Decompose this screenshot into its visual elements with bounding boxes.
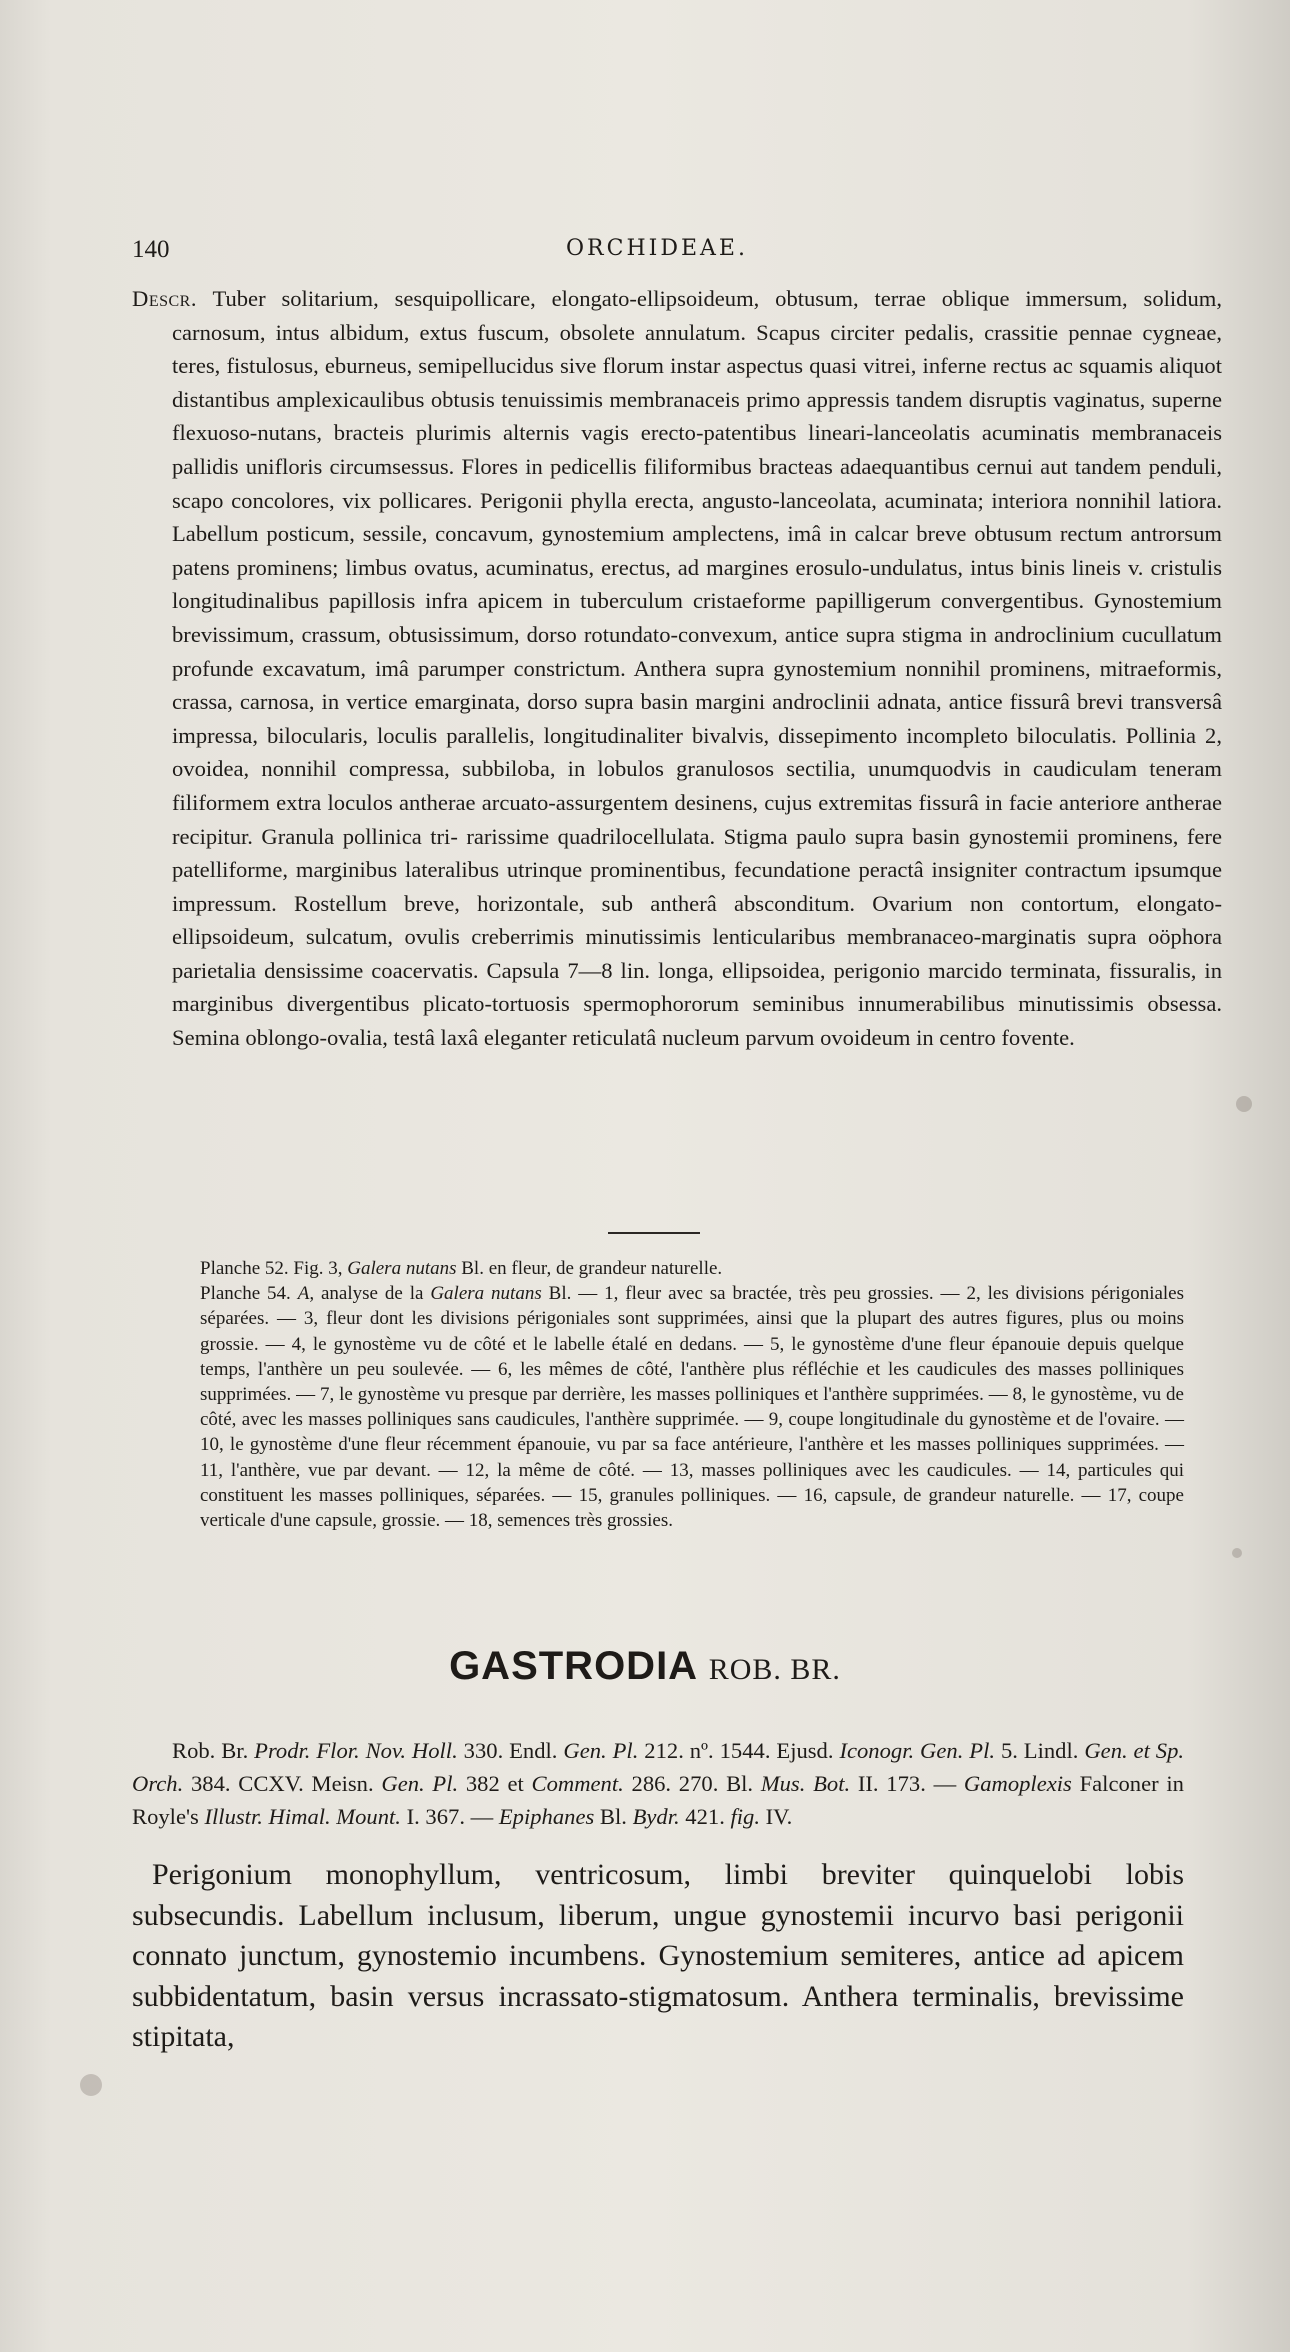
bib-title: Iconogr. Gen. Pl. [839, 1738, 995, 1763]
running-title: ORCHIDEAE. [566, 236, 748, 261]
plate-54-text: Bl. — 1, fleur avec sa bractée, très peu grossies. — 2, les divisions périgoniales séparées. — 3, fleur dont les divisions périgoniales sont supprimées, ainsi que la plupart des autres figures, plus ou moins grossie. — 4, le gynostème vu de côté et le labelle étalé en dedans. — 5, le gynostème d'une fleur épanouie depuis quelque temps, l'anthère un peu soulevée. — 6, les mêmes de côté, l'anthère plus réfléchie et les caudicules des masses polliniques supprimées. — 7, le gynostème vu presque par derrière, les masses polliniques et l'anthère supprimées. — 8, le gynostème, vu de côté, avec les masses polliniques sans caudicules, l'anthère supprimée. — 9, coupe longitudinale du gynostème et de l'ovaire. — 10, le gynostème d'une fleur récemment épanouie, vu par sa face antérieure, l'anthère et les masses polliniques supprimées. — 11, l'anthère, vue par devant. — 12, la même de côté. — 13, masses polliniques avec les caudicules. — 14, particules qui constituent les masses polliniques, séparées. — 15, granules polliniques. — 16, capsule, de grandeur naturelle. — 17, coupe verticale d'une capsule, grossie. — 18, semences très grossies. [200, 1283, 1185, 1532]
page-number: 140 [132, 236, 170, 263]
bib-text: 384. CCXV. Meisn. [190, 1771, 374, 1796]
genus-name: GASTRODIA [449, 1644, 697, 1688]
description-lead: Descr. [132, 286, 197, 311]
bib-text: Falconer in Royle's [132, 1771, 1184, 1829]
bib-text: IV. [765, 1804, 793, 1829]
genus-author: ROB. BR. [708, 1653, 841, 1686]
bib-text: 330. Endl. [463, 1738, 558, 1763]
bib-text: Bl. [599, 1804, 627, 1829]
bib-title: Bydr. [632, 1804, 680, 1829]
bib-title: Gamoplexis [963, 1771, 1072, 1796]
genus-heading [0, 1644, 1290, 1689]
plate-54-figure-letter: A, [297, 1283, 315, 1305]
bib-text: 212. nº. 1544. Ejusd. [644, 1738, 834, 1763]
section-divider [608, 1232, 700, 1234]
plate-caption-52 [200, 1256, 1184, 1281]
description-text: Tuber solitarium, sesquipollicare, elongato-ellipsoideum, obtusum, terrae oblique immersum, solidum, carnosum, intus albidum, extus fuscum, obsolete annulatum. Scapus circiter pedalis, crassitie pennae cygneae, teres, fistulosus, eburneus, semipellucidus sive florum instar aspectus quasi vitrei, inferne rectus ac squamis aliquot distantibus amplexicaulibus obtusis tenuissimis membranaceis primo appressis tandem disruptis vaginatus, superne flexuoso-nutans, bracteis plurimis alternis vagis erecto-patentibus lineari-lanceolatis acuminatis membranaceis pallidis unifloris circumsessus. Flores in pedicellis filiformibus bracteas adaequantibus cernui aut tandem penduli, scapo concolores, vix pollicares. Perigonii phylla erecta, angusto-lanceolata, acuminata; interiora nonnihil latiora. Labellum posticum, sessile, concavum, gynostemium amplectens, imâ in calcar breve obtusum rectum antrorsum patens prominens; limbus ovatus, acuminatus, erectus, ad margines erosulo-undulatus, intus binis lineis v. cristulis longitudinalibus papillosis infra apicem in tuberculum cristaeforme papilligerum convergentibus. Gynostemium brevissimum, crassum, obtusissimum, dorso rotundato-convexum, antice supra stigma in androclinium cucullatum profunde excavatum, imâ parumper constrictum. Anthera supra gynostemium nonnihil prominens, mitraeformis, crassa, carnosa, in vertice emarginata, dorso supra basin margini androclinii adnata, antice fissurâ brevi transversâ impressa, bilocularis, loculis parallelis, longitudinaliter bivalvis, dissepimento incompleto biloculatis. Pollinia 2, ovoidea, nonnihil compressa, subbiloba, in lobulos granulosos sectilia, unumquodvis in caudiculam teneram filiformem extra loculos antherae arcuato-assurgentem desinens, cujus extremitas fissurâ in facie anteriore antherae recipitur. Granula pollinica tri- rarissime quadrilocellulata. Stigma paulo supra basin gynostemii prominens, fere patelliforme, marginibus lateralibus utrinque prominentibus, fecundatione peractâ insigniter contractum ipsumque impressum. Rostellum breve, horizontale, sub antherâ absconditum. Ovarium non contortum, elongato-ellipsoideum, sulcatum, ovulis creberrimis minutissimis lenticularibus membranaceo-marginatis supra oöphora parietalia densissime coacervatis. Capsula 7—8 lin. longa, ellipsoidea, perigonio marcido terminata, fissuralis, in marginibus divergentibus plicato-tortuosis spermophororum seminibus innumerabilibus minutissimis obsessa. Semina oblongo-ovalia, testâ laxâ eleganter reticulatâ nucleum parvum ovoideum in centro fovente. [172, 286, 1222, 1051]
plate-caption-54 [200, 1281, 1184, 1533]
bib-title: Illustr. Himal. Mount. [204, 1804, 401, 1829]
paper-speck [1232, 1548, 1242, 1558]
bib-text: 421. [685, 1804, 725, 1829]
bib-title: Gen. Pl. [563, 1738, 639, 1763]
bib-text: I. 367. — [406, 1804, 494, 1829]
bib-title: Gen. Pl. [381, 1771, 459, 1796]
bib-title: Comment. [531, 1771, 624, 1796]
species-description [132, 282, 1222, 1055]
bib-title: Prodr. Flor. Nov. Holl. [254, 1738, 458, 1763]
plate-captions [200, 1256, 1184, 1533]
bib-text: 286. 270. Bl. [631, 1771, 754, 1796]
page-header [132, 236, 1182, 276]
plate-54-label: Planche 54. [200, 1283, 291, 1305]
plate-54-species: Galera nutans [430, 1283, 542, 1305]
bibliography [132, 1734, 1184, 1833]
bib-text: II. 173. — [857, 1771, 957, 1796]
plate-52-text: Bl. en fleur, de grandeur naturelle. [461, 1258, 723, 1279]
plate-52-species: Galera nutans [347, 1258, 457, 1279]
bib-title: fig. [730, 1804, 760, 1829]
bib-text: 382 et [465, 1771, 524, 1796]
paper-speck [80, 2074, 102, 2096]
bib-title: Mus. Bot. [760, 1771, 851, 1796]
bib-title: Gen. et Sp. Orch. [132, 1738, 1185, 1796]
genus-description: Perigonium monophyllum, ventricosum, limbi breviter quinquelobi lobis subsecundis. Labellum inclusum, liberum, ungue gynostemii incurvo basi perigonii connato junctum, gynostemio incumbens. Gynostemium semiteres, antice ad apicem subbidentatum, basin versus incrassato-stigmatosum. Anthera terminalis, brevissime stipitata, [132, 1858, 1184, 2053]
paper-speck [1236, 1096, 1252, 1112]
bib-title: Epiphanes [498, 1804, 595, 1829]
plate-52-label: Planche 52. Fig. 3, [200, 1258, 343, 1279]
bib-text: Rob. Br. [172, 1738, 249, 1763]
bib-text: 5. Lindl. [1000, 1738, 1079, 1763]
plate-54-intro: analyse de la [320, 1283, 424, 1305]
